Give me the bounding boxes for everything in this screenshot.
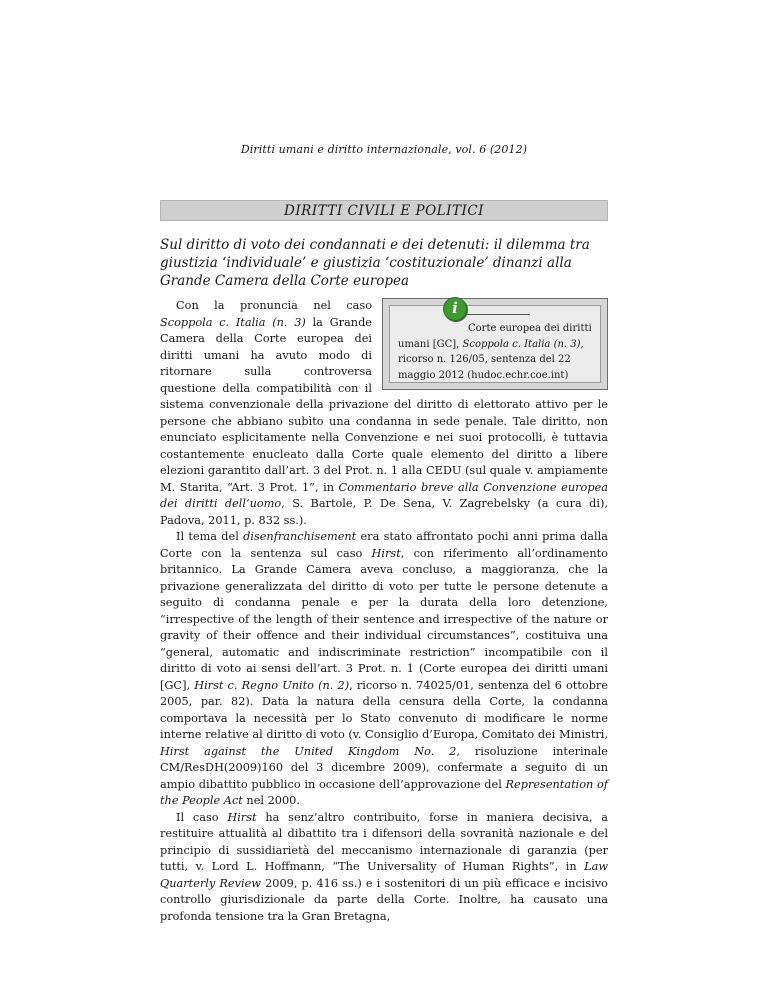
journal-name: Law Quarterly Review xyxy=(160,860,608,890)
article-body xyxy=(160,298,608,925)
case-name: Hirst xyxy=(371,546,401,560)
paragraph-3: Il caso Hirst ha senz’altro contribuito, forse in maniera decisiva, a restituire attualità al dibattito tra i difensori della sovranità nazionale e del principio di sussidiarietà del meccanismo internazionale di garanzia (per tutti, v. Lord L. Hoffmann, “The Universality of Human Rights”, in Law Quarterly Review 2009, p. 416 ss.) e i sostenitori di un più efficace e incisivo controllo giurisdizionale da parte della Corte. Inoltre, ha causato una profonda tensione tra la Gran Bretagna, xyxy=(160,810,608,923)
article-title: Sul diritto di voto dei condannati e dei detenuti: il dilemma tra giustizia ‘individuale’ e giustizia ‘costituzionale’ dinanzi alla Grande Camera della Corte europea xyxy=(160,237,590,289)
case-name: Scoppola c. Italia (n. 3) xyxy=(160,315,306,329)
note-text-1: Corte europea dei diritti umani [GC], xyxy=(398,323,592,350)
paragraph-1: Con la pronuncia nel caso Scoppola c. Italia (n. 3) la Grande Camera della Corte europea dei diritti umani ha avuto modo di ritornare sulla controversa questione della compatibilità con il sistema convenzionale della privazione del diritto di elettorato attivo per le persone che abbiano subìto una condanna in sede penale. Tale diritto, non enunciato esplicitamente nella Convenzione e nei suoi protocolli, è tuttavia costantemente enucleato dalla Corte quale elemento del diritto a libere elezioni garantito dall’art. 3 del Prot. n. 1 alla CEDU (sul quale v. ampiamente M. Starita, “Art. 3 Prot. 1”, in Commentario breve alla Convenzione europea dei diritti dell’uomo, S. Bartole, P. De Sena, V. Zagrebelsky (a cura di), Padova, 2011, p. 832 ss.). xyxy=(160,299,608,527)
running-head: Diritti umani e diritto internazionale, vol. 6 (2012) xyxy=(240,143,528,156)
note-text-2: , ricorso n. 126/05, sentenza del 22 maggio 2012 (hudoc.echr.coe.int) xyxy=(398,338,584,381)
case-name: Hirst against the United Kingdom No. 2 xyxy=(160,744,457,758)
case-reference-text xyxy=(398,321,594,383)
paragraph-2: Il tema del disenfranchisement era stato affrontato pochi anni prima dalla Corte con la sentenza sul caso Hirst, con riferimento all’ordinamento britannico. La Grande Camera aveva concluso, a maggioranza, che la privazione generalizzata del diritto di voto per tutte le persone detenute a seguito di condanna penale e per la durata della loro detenzione, “irrespective of the length of their sentence and irrespective of the nature or gravity of their offence and their individual circumstances”, costituiva una “general, automatic and indiscriminate restriction” incompatibile con il diritto di voto ai sensi dell’art. 3 Prot. n. 1 (Corte europea dei diritti umani [GC], Hirst c. Regno Unito (n. 2), ricorso n. 74025/01, sentenza del 6 ottobre 2005, par. 82). Data la natura della censura della Corte, la condanna comportava la necessità per lo Stato convenuto di modificare le norme interne relative al diritto di voto (v. Consiglio d’Europa, Comitato dei Ministri, Hirst against the United Kingdom No. 2, risoluzione interinale CM/ResDH(2009)160 del 3 dicembre 2009), confermate a seguito di un ampio dibattito pubblico in occasione dell’approvazione del Representation of the People Act nel 2000. xyxy=(160,530,609,807)
case-name: Hirst c. Regno Unito (n. 2) xyxy=(194,678,350,692)
work-title: Commentario breve alla Convenzione europea dei diritti dell’uomo xyxy=(160,480,608,510)
note-case-name: Scoppola c. Italia (n. 3) xyxy=(462,338,581,350)
term: disenfranchisement xyxy=(243,530,357,543)
case-name: Hirst xyxy=(227,810,257,824)
case-reference-inner xyxy=(389,299,601,383)
note-divider xyxy=(466,314,530,315)
case-reference-box xyxy=(382,298,608,390)
section-title: DIRITTI CIVILI E POLITICI xyxy=(160,200,608,221)
act-name: Representation of the People Act xyxy=(160,777,608,807)
info-icon: i xyxy=(443,297,467,321)
